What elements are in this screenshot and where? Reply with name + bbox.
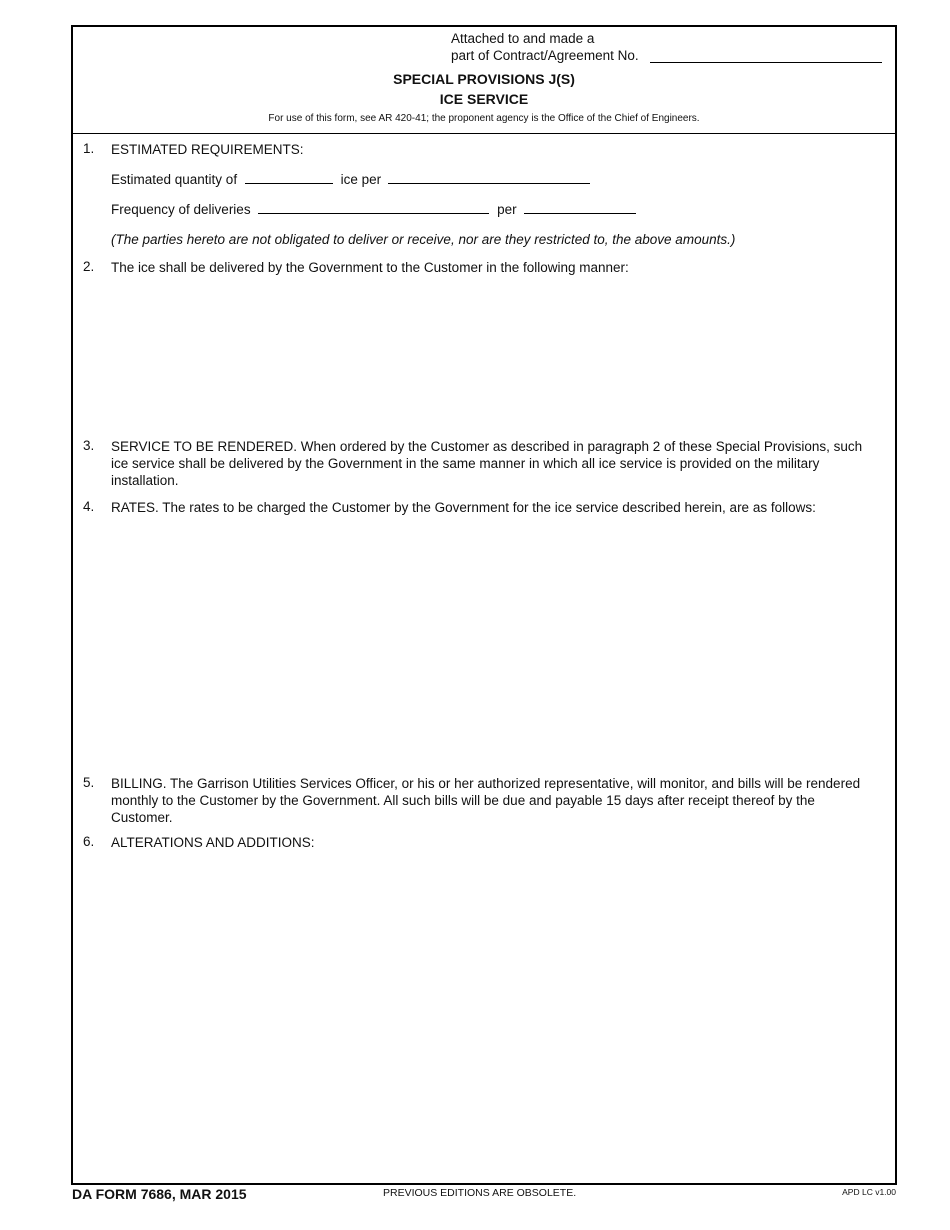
item-number: 3. — [83, 438, 95, 453]
estimated-quantity-label: Estimated quantity of — [111, 172, 238, 187]
attached-note — [451, 30, 639, 64]
item-number: 6. — [83, 834, 95, 849]
frequency-label: Frequency of deliveries — [111, 202, 251, 217]
obligation-note: (The parties hereto are not obligated to deliver or receive, nor are they restricted to, the above amounts.) — [111, 232, 736, 247]
per-label: per — [497, 202, 517, 217]
item-number: 5. — [83, 775, 95, 790]
frequency-per-field[interactable] — [524, 200, 636, 214]
item-number: 4. — [83, 499, 95, 514]
item-text: BILLING. The Garrison Utilities Services Officer, or his or her authorized representative, will monitor, and bills will be rendered monthly to the Customer by the Government. All such bills will be due and payable 15 days after receipt thereof by the Customer. — [111, 776, 861, 825]
item-text: The ice shall be delivered by the Government to the Customer in the following manner: — [111, 260, 629, 275]
estimated-quantity-field[interactable] — [245, 170, 333, 184]
attached-line-2: part of Contract/Agreement No. — [451, 48, 639, 63]
ice-per-field[interactable] — [388, 170, 590, 184]
item-text: SERVICE TO BE RENDERED. When ordered by the Customer as described in paragraph 2 of these Special Provisions, such ice service shall be delivered by the Government in the same manner in which all ice service is provided on the military installation. — [111, 439, 863, 488]
form-subtitle: ICE SERVICE — [439, 91, 529, 107]
item-number: 1. — [83, 141, 95, 156]
item-text: ALTERATIONS AND ADDITIONS: — [111, 835, 315, 850]
ice-per-label: ice per — [340, 172, 382, 187]
form-frame — [71, 25, 897, 1185]
proponent-note: For use of this form, see AR 420-41; the proponent agency is the Office of the Chief of Engineers. — [268, 113, 700, 124]
item-heading: ESTIMATED REQUIREMENTS: — [111, 142, 304, 157]
attached-line-1: Attached to and made a — [451, 31, 595, 46]
item-text: RATES. The rates to be charged the Customer by the Government for the ice service described herein, are as follows: — [111, 500, 816, 515]
version-label: APD LC v1.00 — [842, 1187, 896, 1197]
obsolete-notice: PREVIOUS EDITIONS ARE OBSOLETE. — [383, 1187, 577, 1199]
contract-number-field[interactable] — [650, 62, 882, 63]
form-identifier: DA FORM 7686, MAR 2015 — [72, 1186, 247, 1202]
form-title: SPECIAL PROVISIONS J(S) — [393, 71, 575, 87]
item-number: 2. — [83, 259, 95, 274]
frequency-field[interactable] — [258, 200, 489, 214]
form-header — [73, 27, 895, 134]
